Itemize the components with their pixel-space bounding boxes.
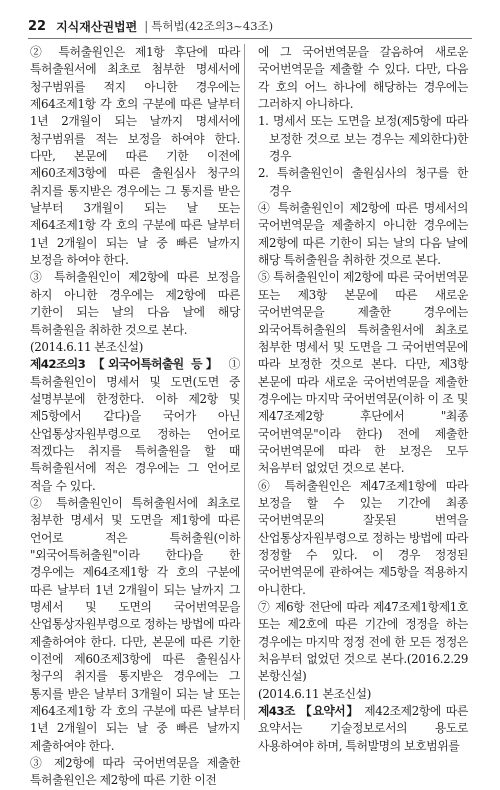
paragraph-42-2-clause-2: ② 특허출원인은 제1항 후단에 따라 특허출원서에 최초로 첨부한 명세서에 청구범위를 적지 아니한 경우에는 제64조제1항 각 호의 구분에 따른 날부터 1년 2개월이 되는 날까지 명세서에 청구범위를 적는 보정을 하여야 한다. 다만, 본문에 따른 기한 이전에 제60조제3항에 따른 출원심사 청구의 취지를 통지받은 경우에는 그 통지를 받은 날부터 3개월이 되는 날 또는 제64조제1항 각 호의 구분에 따른 날부터 1년 2개월이 되는 날 중 빠른 날까지 보정을 하여야 한다.	[30, 45, 240, 268]
section-title: 지식재산권법편	[56, 19, 138, 34]
column-divider	[244, 44, 245, 720]
article-42-3-clause-3-continued: 에 그 국어번역문을 갈음하여 새로운 국어번역문을 제출할 수 있다. 다만, 다음 각 호의 어느 하나에 해당하는 경우에는 그러하지 아니하다.	[258, 45, 468, 112]
section-subtitle: 특허법(42조의3~43조)	[151, 19, 274, 33]
article-42-3-clause-5: ⑤ 특허출원인이 제2항에 따른 국어번역문 또는 제3항 본문에 따른 새로운 국어번역문을 제출한 경우에는 외국어특허출원의 특허출원서에 최초로 첨부한 명세서 및 도면을 그 국어번역문에 따라 보정한 것으로 본다. 다만, 제3항 본문에 따라 새로운 국어번역문을 제출한 경우에는 마지막 국어번역문(이하 이 조 및 제47조제2항 후단에서 "최종 국어번역문"이라 한다) 전에 제출한 국어번역문에 따라 한 보정은 모두 처음부터 없었던 것으로 본다.	[258, 270, 468, 476]
right-column	[258, 44, 468, 755]
article-42-3-clause-3: ③ 제2항에 따라 국어번역문을 제출한 특허출원인은 제2항에 따른 기한 이전	[30, 756, 240, 788]
amendment-note: (2014.6.11 본조신설)	[258, 686, 371, 701]
article-43-text: 제42조제2항에 따른 요약서는 기술정보로서의 용도로 사용하여야 하며, 특허발명의 보호범위를	[258, 704, 468, 753]
article-heading-43: 제43조 【요약서】	[258, 704, 360, 719]
article-42-3-clause-1: ① 특허출원인이 명세서 및 도면(도면 중 설명부분에 한정한다. 이하 제2항 및 제5항에서 같다)을 국어가 아닌 산업통상자원부령으로 정하는 언어로 적겠다는 취지를 특허출원을 할 때 특허출원서에 적은 경우에는 그 언어로 적을 수 있다.	[30, 357, 240, 493]
article-42-3-clause-4: ④ 특허출원인이 제2항에 따른 명세서의 국어번역문을 제출하지 아니한 경우에는 제2항에 따른 기한이 되는 날의 다음 날에 해당 특허출원을 취하한 것으로 본다.	[258, 201, 468, 268]
left-column	[30, 44, 240, 790]
article-42-3-clause-7: ⑦ 제6항 전단에 따라 제47조제1항제1호 또는 제2호에 따른 기간에 정정을 하는 경우에는 마지막 정정 전에 한 모든 정정은 처음부터 없었던 것으로 본다.(2016.2.29 본항신설)	[258, 600, 468, 684]
list-item-2: 2. 특허출원인이 출원심사의 청구를 한 경우	[258, 166, 468, 198]
paragraph-42-2-clause-3: ③ 특허출원인이 제2항에 따른 보정을 하지 아니한 경우에는 제2항에 따른 기한이 되는 날의 다음 날에 해당 특허출원을 취하한 것으로 본다.	[30, 270, 240, 337]
article-43	[258, 703, 468, 755]
page-number: 22	[28, 18, 47, 34]
page-header	[28, 14, 472, 39]
list-item-1: 1. 명세서 또는 도면을 보정(제5항에 따라 보정한 것으로 보는 경우는 제외한다)한 경우	[258, 114, 468, 164]
article-42-3-clause-6: ⑥ 특허출원인은 제47조제1항에 따라 보정을 할 수 있는 기간에 최종 국어번역문의 잘못된 번역을 산업통상자원부령으로 정하는 방법에 따라 정정할 수 있다. 이 경우 정정된 국어번역문에 관하여는 제5항을 적용하지 아니한다.	[258, 478, 468, 597]
article-42-3-clause-2: ② 특허출원인이 특허출원서에 최초로 첨부한 명세서 및 도면을 제1항에 따른 언어로 적은 특허출원(이하 "외국어특허출원"이라 한다)을 한 경우에는 제64조제1항 각 호의 구분에 따른 날부터 1년 2개월이 되는 날까지 그 명세서 및 도면의 국어번역문을 산업통상자원부령으로 정하는 방법에 따라 제출하여야 한다. 다만, 본문에 따른 기한 이전에 제60조제3항에 따른 출원심사 청구의 취지를 통지받은 경우에는 그 통지를 받은 날부터 3개월이 되는 날 또는 제64조제1항 각 호의 구분에 따른 날부터 1년 2개월이 되는 날 중 빠른 날까지 제출하여야 한다.	[30, 495, 240, 753]
amendment-note: (2014.6.11 본조신설)	[30, 339, 143, 354]
header-separator: |	[144, 19, 149, 33]
article-heading-42-3: 제42조의3 【외국어특허출원 등】	[30, 357, 222, 372]
article-42-3	[30, 356, 240, 495]
